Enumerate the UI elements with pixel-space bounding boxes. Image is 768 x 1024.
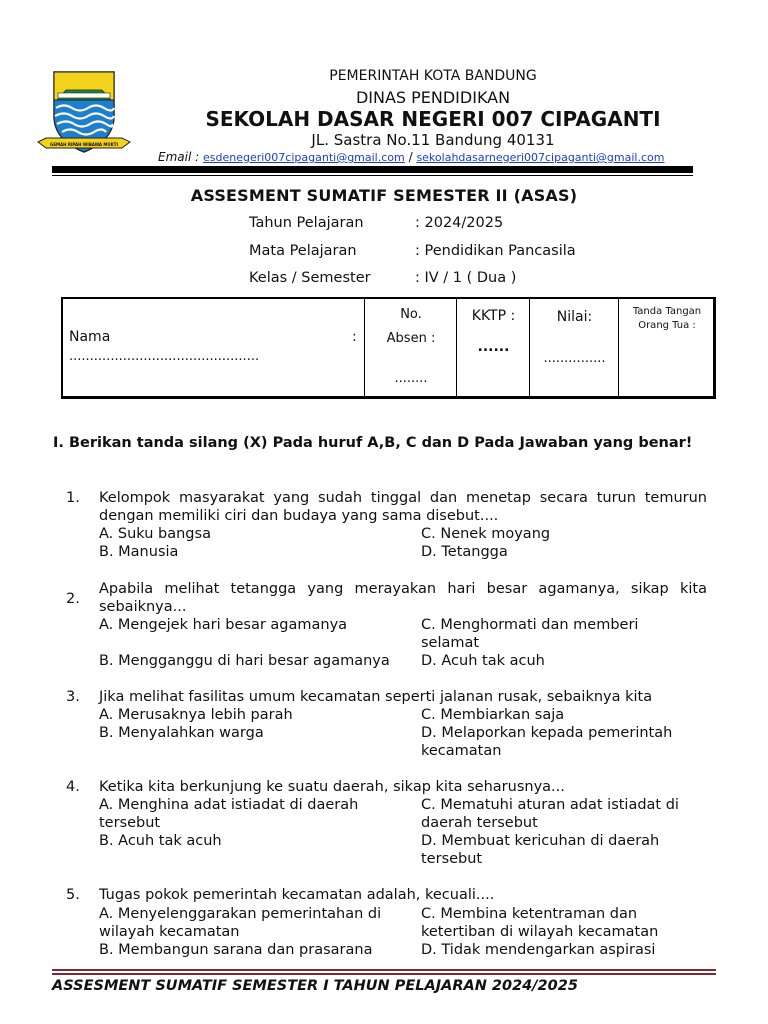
meta-value: : IV / 1 ( Dua ): [415, 270, 517, 286]
q3-option-b[interactable]: B. Menyalahkan warga: [99, 725, 264, 741]
email-link-2[interactable]: sekolahdasarnegeri007cipaganti@gmail.com: [416, 151, 665, 164]
meta-label: Tahun Pelajaran: [249, 215, 364, 231]
signature-label-2: Orang Tua :: [638, 320, 696, 331]
email-separator: /: [408, 150, 413, 164]
q1-option-b[interactable]: B. Manusia: [99, 544, 179, 560]
student-info-table: [61, 297, 716, 399]
name-cell[interactable]: [63, 299, 365, 396]
footer-rule-top: [52, 969, 716, 971]
question-number: 2.: [66, 591, 80, 607]
q4-option-a[interactable]: A. Menghina adat istiadat di daerah tersebut: [99, 797, 359, 831]
question-stem: Jika melihat fasilitas umum kecamatan seperti jalanan rusak, sebaiknya kita: [99, 689, 653, 705]
instructions: I. Berikan tanda silang (X) Pada huruf A,B, C dan D Pada Jawaban yang benar!: [53, 435, 693, 451]
q2-option-c[interactable]: C. Menghormati dan memberi selamat: [421, 617, 639, 651]
nilai-dots: ...............: [543, 351, 606, 366]
q1-option-a[interactable]: A. Suku bangsa: [99, 526, 211, 542]
q5-option-c[interactable]: C. Membina ketentraman dan ketertiban di wilayah kecamatan: [421, 906, 659, 940]
question-stem: Ketika kita berkunjung ke suatu daerah, sikap kita seharusnya...: [99, 779, 565, 795]
header-school-name: SEKOLAH DASAR NEGERI 007 CIPAGANTI: [205, 107, 661, 131]
nilai-cell[interactable]: [530, 299, 619, 396]
question-number: 4.: [66, 779, 80, 795]
q5-option-b[interactable]: B. Membangun sarana dan prasarana: [99, 942, 373, 958]
meta-row-class: [249, 270, 516, 286]
question-stem: Tugas pokok pemerintah kecamatan adalah, kecuali....: [99, 887, 495, 903]
kktp-dots: ......: [477, 339, 510, 355]
meta-value: : Pendidikan Pancasila: [415, 243, 576, 259]
absen-label-no: No.: [400, 307, 422, 322]
question-number: 5.: [66, 887, 80, 903]
question-number: 3.: [66, 689, 80, 705]
absen-label: Absen :: [386, 331, 436, 346]
exam-title: ASSESMENT SUMATIF SEMESTER II (ASAS): [190, 186, 578, 205]
footer-text: ASSESMENT SUMATIF SEMESTER I TAHUN PELAJARAN 2024/2025: [52, 978, 578, 994]
meta-value: : 2024/2025: [415, 215, 504, 231]
meta-row-subject: [249, 243, 576, 259]
header-rule-thick: [52, 166, 693, 173]
name-dots: ..............................................: [69, 349, 260, 364]
nilai-label: Nilai:: [556, 309, 593, 325]
signature-cell[interactable]: [619, 299, 715, 396]
name-label: Nama: [69, 329, 111, 345]
kktp-cell[interactable]: [457, 299, 530, 396]
q2-option-a[interactable]: A. Mengejek hari besar agamanya: [99, 617, 348, 633]
question-number: 1.: [66, 490, 80, 506]
q4-option-b[interactable]: B. Acuh tak acuh: [99, 833, 222, 849]
q3-option-c[interactable]: C. Membiarkan saja: [421, 707, 565, 723]
question-stem: Apabila melihat tetangga yang merayakan hari besar agamanya, sikap kita sebaiknya...: [99, 581, 707, 615]
q2-option-b[interactable]: B. Mengganggu di hari besar agamanya: [99, 653, 390, 669]
signature-label-1: Tanda Tangan: [632, 306, 702, 317]
meta-label: Mata Pelajaran: [249, 243, 357, 259]
q1-option-d[interactable]: D. Tetangga: [421, 544, 508, 560]
header-government: PEMERINTAH KOTA BANDUNG: [329, 68, 537, 84]
header-email: [158, 150, 664, 164]
school-logo: [36, 70, 132, 158]
q3-option-d[interactable]: D. Melaporkan kepada pemerintah kecamatan: [421, 725, 673, 759]
name-colon: :: [352, 329, 357, 345]
question-stem: Kelompok masyarakat yang sudah tinggal dan menetap secara turun temurun dengan memiliki ciri dan budaya yang sama disebut....: [99, 490, 707, 524]
email-link-1[interactable]: esdenegeri007cipaganti@gmail.com: [202, 151, 405, 164]
q4-option-d[interactable]: D. Membuat kericuhan di daerah tersebut: [421, 833, 660, 867]
meta-row-year: [249, 215, 503, 231]
q2-option-d[interactable]: D. Acuh tak acuh: [421, 653, 545, 669]
kktp-label: KKTP :: [471, 308, 516, 324]
footer-rule-bottom: [52, 973, 716, 975]
q5-option-d[interactable]: D. Tidak mendengarkan aspirasi: [421, 942, 656, 958]
header-rule-thin: [52, 175, 693, 176]
q3-option-a[interactable]: A. Merusaknya lebih parah: [99, 707, 293, 723]
q4-option-c[interactable]: C. Mematuhi aturan adat istiadat di daerah tersebut: [421, 797, 679, 831]
header-department: DINAS PENDIDIKAN: [355, 88, 511, 107]
logo-motto: GEMAH RIPAH WIBAWA MUKTI: [50, 142, 118, 147]
email-label: Email :: [158, 150, 200, 164]
q5-option-a[interactable]: A. Menyelenggarakan pemerintahan di wilayah kecamatan: [99, 906, 382, 940]
absen-dots: ........: [394, 371, 428, 386]
header-address: JL. Sastra No.11 Bandung 40131: [311, 131, 555, 149]
absen-cell[interactable]: [365, 299, 457, 396]
meta-label: Kelas / Semester: [249, 270, 371, 286]
q1-option-c[interactable]: C. Nenek moyang: [421, 526, 551, 542]
